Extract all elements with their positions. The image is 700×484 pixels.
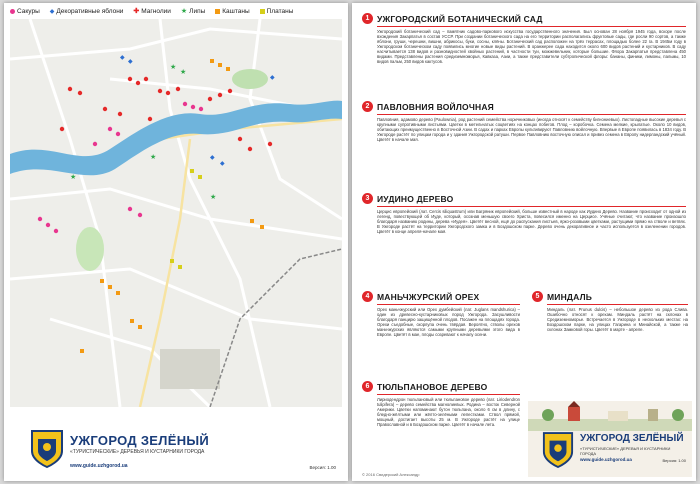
sakura-dot-icon: [10, 9, 15, 14]
divider: [377, 394, 520, 395]
info-sheet: [352, 3, 696, 481]
promo-banner: [528, 401, 692, 477]
section-body: Церцис европейский (лат. Cercis siliquastrum) или Багряник европейский, больше известный в народе как Иудино Дерево. Название происходит от одной из легенд, повествующей об Иуде, который, осознав меньшую своего Христа, повесился именно на Церцисе. Учёные считают, что название произошло благодаря названию родины, дерева «Иудея». Цветёт весной, ещё до распускания листьев, ярко-розовыми цветками, растущими прямо на стволе и ветвях. В Ужгороде растёт на территории Ужгородского замка и в Боздошском парке. Дерево очень декоративное и часто используется в озеленении городов. Цветёт в конце апреля-начале мая.: [377, 209, 686, 234]
section-title: МАНЬЧЖУРСКИЙ ОРЕХ: [377, 291, 480, 302]
chestnut-square-icon: [215, 9, 220, 14]
city-coat-of-arms-logo: [30, 429, 64, 469]
map-legend: [10, 7, 342, 15]
svg-text:★: ★: [180, 68, 187, 76]
magnolia-cross-icon: ✚: [133, 8, 140, 15]
linden-star-icon: ★: [180, 8, 188, 15]
section-judas-tree: [362, 193, 686, 234]
svg-text:★: ★: [150, 153, 157, 161]
section-title: ПАВЛОВНИЯ ВОЙЛОЧНАЯ: [377, 101, 494, 112]
airport-area: [160, 349, 220, 389]
map-sheet: [4, 3, 348, 481]
divider: [377, 206, 686, 207]
svg-text:★: ★: [70, 173, 77, 181]
promo-url-link[interactable]: www.guide.uzhgorod.ua: [580, 457, 632, 462]
svg-text:◆: ◆: [210, 154, 215, 161]
section-number-badge: 2: [362, 101, 373, 112]
section-number-badge: 5: [532, 291, 543, 302]
section-botanical-garden: [362, 13, 686, 64]
svg-text:◆: ◆: [128, 58, 133, 65]
section-manchurian-walnut: [362, 291, 520, 337]
section-tulip-tree: [362, 381, 520, 427]
section-body: Павловния, адамово дерево (Paulownia), род растений семейства норичниковых (иногда относят к семейству бигнониевых). Листопадные высокие деревья с крупными супротивными листьями. Цветки в метельчатых соцветиях на концах побегов. Плод – коробочка. Семена мелкие, крылатые. Около 10 видов, обитающих преимущественно в Восточной Азии. В садах и парках Европы культивируют Павловнию войлочную. Впервые в Европе появилась в 1834 году. В Ужгороде растёт по улицам города и у здания Ужгородской ратуши. Первое Павловнию восточную описал и привез семена в Европу нидерландский учёный. Цветёт в начале мая.: [377, 117, 686, 142]
svg-text:◆: ◆: [120, 54, 125, 61]
section-title: ТЮЛЬПАНОВОЕ ДЕРЕВО: [377, 381, 488, 392]
legend-item-sakura: Сакуры: [10, 7, 40, 15]
section-almond: [532, 291, 688, 332]
svg-text:★: ★: [210, 193, 217, 201]
legend-item-plane: Платаны: [260, 7, 294, 15]
section-number-badge: 1: [362, 13, 373, 24]
divider: [547, 304, 688, 305]
city-map[interactable]: [10, 19, 342, 407]
map-title: УЖГОРОД ЗЕЛЁНЫЙ: [70, 433, 210, 448]
park-area: [232, 69, 268, 89]
divider: [377, 114, 686, 115]
map-version: Версия: 1.00: [309, 465, 336, 470]
section-number-badge: 6: [362, 381, 373, 392]
section-body: Миндаль (лат. Prunus dulcis) – небольшое дерево из рода Слива. Ошибочно относят к орехам. Миндаль растёт на склонах в Средиземноморье. Встречается в Ужгороде в нескольких местах: на Боздошском парке, на улицах Гагарина и Минайской, а также на склонах Замковой горы. Цветёт в марте - апреле.: [547, 307, 688, 332]
copyright: © 2016 Свидерский Александр: [362, 472, 420, 477]
legend-item-chestnut: Каштаны: [215, 7, 249, 15]
section-title: УЖГОРОДСКИЙ БОТАНИЧЕСКИЙ САД: [377, 13, 543, 24]
map-footer: [10, 405, 342, 477]
park-area: [76, 227, 104, 271]
legend-item-linden: ★ Липы: [180, 7, 206, 15]
svg-text:◆: ◆: [220, 160, 225, 167]
section-body: Орех маньчжурский или Орех думбейский (лат. Juglans mandshurica) – один из древесно-кустарниковых пород Ужгорода. Засушливости благодаря панцирю защищённой плодов. Посажен на площадях города. Орехи съедобные, скорлупа очень твёрдая. Вероятно, стволы орехов маньчжурских являются самыми крупными деревьями этого вида в Европе. Цветёт в мае, плоды созревают к началу осени.: [377, 307, 520, 337]
legend-item-apple: ◆ Декоративные яблони: [49, 7, 124, 15]
svg-text:★: ★: [170, 63, 177, 71]
section-body: Лириодендрон тюльпановый или тюльпановое дерево (лат. Liriodendron tulipifera) – дерево семейства магнолиевых. Родина – восток Северной Америки. Цветки напоминают бутон тюльпана, около 6 см в длину, с бледно-жёлтыми или жёлто-зелёными лепестками. Ствол прямой, мощный, достигает высоты 25 м. В Ужгороде растёт на улице Православной и в Боздошском парке. Цветёт в начале лета.: [377, 397, 520, 427]
city-skyline-illustration: [528, 401, 692, 431]
city-map-graphic: [10, 19, 342, 407]
plane-square-icon: [260, 9, 265, 14]
svg-text:◆: ◆: [270, 74, 275, 81]
map-url-link[interactable]: www.guide.uzhgorod.ua: [70, 463, 128, 469]
section-title: ИУДИНО ДЕРЕВО: [377, 193, 454, 204]
section-title: МИНДАЛЬ: [547, 291, 593, 302]
section-paulownia: [362, 101, 686, 142]
section-number-badge: 4: [362, 291, 373, 302]
promo-title: УЖГОРОД ЗЕЛЁНЫЙ: [580, 433, 684, 444]
section-number-badge: 3: [362, 193, 373, 204]
divider: [377, 304, 520, 305]
promo-subtitle: «ТУРИСТИЧЕСКИЕ» ДЕРЕВЬЯ И КУСТАРНИКИ ГОРОДА: [580, 446, 671, 456]
city-coat-of-arms-logo: [542, 431, 574, 469]
road-network: [10, 19, 342, 407]
promo-version: Версия: 1.00: [662, 458, 686, 463]
section-body: Ужгородский ботанический сад – памятник садово-паркового искусства государственного значения. Был основан 28 ноября 1945 года, вскоре после вхождения Закарпатья в состав УССР. При создании ботанического сада на его территории располагались фруктовые сады, где росли 90 сортов, а также яблони, груши, черешни, вишни, абрикосы, буки, сосны, клёны. Ботанический сад расположен на трёх террасах, площадью более 22 га. В 1945м году в Ужгородском ботаническом саду появились многие новые виды растений. В оранжерее сада находится около 600 видов растений и кустарников. В саду насчитывается 138 видов и разновидностей хвойных растений, в частности туи, можжевельник, которые большие. Флора Закарпатья представлена 450 видами. Представлены растения средиземноморья, Кавказа, Азии, а также представители субтропической флоры: бананы, финики, лимоны, пальмы, 10 видов пальм, 250 видов кактусов.: [377, 29, 686, 64]
apple-diamond-icon: ◆: [49, 8, 55, 15]
plane-markers: [170, 169, 202, 269]
divider: [377, 26, 686, 27]
map-subtitle: «ТУРИСТИЧЕСКИЕ» ДЕРЕВЬЯ И КУСТАРНИКИ ГОРОДА: [70, 449, 205, 455]
legend-item-magnolia: ✚ Магнолии: [133, 7, 171, 15]
